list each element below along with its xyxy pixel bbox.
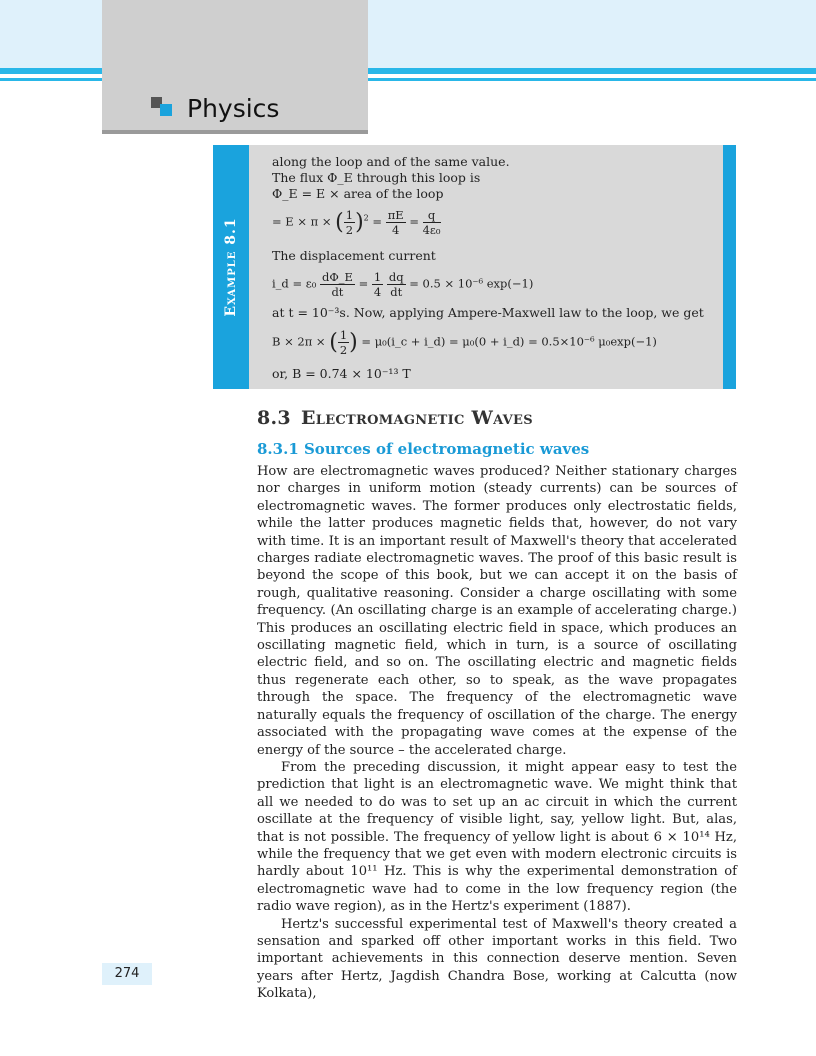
example-text-line: The flux Φ_E through this loop is [272,170,481,185]
fraction [372,270,383,299]
fraction-denominator: 2 [345,223,354,237]
example-text-line: Φ_E = E × area of the loop [272,186,444,201]
example-right-bar [723,145,736,389]
paragraph: Hertz's successful experimental test of Maxwell's theory created a sensation and sparked off other important works in this field. Two important achievements in this connection deserve mention. Seven years after Hertz, Jagdish Chandra Bose, working at Calcutta (now Kolkata), [257,916,737,1002]
section-number: 8.3 [257,407,291,429]
fraction [338,328,349,357]
fraction-denominator: 4ε₀ [422,223,441,237]
fraction [423,208,441,237]
paren-close: ) [355,210,364,235]
fraction-numerator: dΦ_E [321,270,353,284]
equation-term: i_d = ε₀ [272,276,317,291]
paragraph: How are electromagnetic waves produced? Neither stationary charges nor charges in uniform motion (steady currents) can be sources of electromagnetic waves. The former produces only electrostatic fields, while the latter produces magnetic fields that, however, do not vary with time. It is an important result of Maxwell's theory that accelerated charges radiate electromagnetic waves. The proof of this basic result is beyond the scope of this book, but we can accept it on the basis of rough, qualitative reasoning. Consider a charge oscillating with some frequency. (An oscillating charge is an example of accelerating charge.) This produces an oscillating electric field in space, which produces an oscillating magnetic field, which in turn, is a source of oscillating electric field, and so on. The oscillating electric and magnetic fields thus regenerate each other, so to speak, as the wave propagates through the space. The frequency of the electromagnetic wave naturally equals the frequency of oscillation of the charge. The energy associated with the propagating wave comes at the expense of the energy of the source – the accelerated charge. [257,464,737,758]
fraction-numerator: 1 [339,328,348,342]
fraction-numerator: q [423,208,441,223]
paren-close: ) [349,330,358,355]
section-title: Electromagnetic Waves [300,407,533,429]
equation-displacement-current [272,270,533,299]
section-heading [257,407,533,429]
fraction [320,270,355,299]
equation-rhs: = μ₀(i_c + i_d) = μ₀(0 + i_d) = 0.5×10⁻⁶ μ₀exp(−1) [361,334,657,349]
example-text-line: along the loop and of the same value. [272,154,510,169]
subject-title: Physics [187,94,280,123]
equals-sign: = [372,214,383,229]
paren-open: ( [335,210,344,235]
page-number: 274 [114,966,140,981]
subject-title-underline [102,130,368,134]
fraction-numerator: 1 [345,208,354,222]
equals-sign: = [409,214,419,229]
equation-term: B × 2π × [272,334,326,349]
fraction-denominator: 4 [373,285,382,299]
square-bullet-accent-icon [160,104,172,116]
paren-open: ( [329,330,338,355]
paragraph: From the preceding discussion, it might appear easy to test the prediction that light is an electromagnetic wave. We might think that all we needed to do was to set up an ac circuit in which the current oscillate at the frequency of visible light, say, yellow light. But, alas, that is not possible. The frequency of yellow light is about 6 × 10¹⁴ Hz, while the frequency that we get even with modern electronic circuits is hardly about 10¹¹ Hz. This is why the experimental demonstration of electromagnetic wave had to come in the low frequency region (the radio wave region), as in the Hertz's experiment (1887). [257,759,737,915]
fraction-numerator: 1 [373,270,382,284]
fraction-denominator: 2 [339,343,348,357]
fraction [387,270,406,299]
example-text-line: or, B = 0.74 × 10⁻¹³ T [272,366,411,381]
example-text-line: at t = 10⁻³s. Now, applying Ampere-Maxwell law to the loop, we get [272,305,704,320]
example-label: Example 8.1 [223,217,239,317]
example-text-line: The displacement current [272,248,436,263]
fraction-denominator: dt [390,285,403,299]
equation-flux [272,208,441,237]
equation-rhs: = 0.5 × 10⁻⁶ exp(−1) [409,276,534,291]
fraction-numerator: dq [388,270,404,284]
equals-sign: = [358,276,369,291]
exponent: 2 [363,213,369,223]
body-text [257,463,737,1003]
fraction [386,208,406,237]
fraction-denominator: 4 [392,223,400,237]
equation-term: = E × π × [272,214,332,229]
fraction [344,208,355,237]
fraction-denominator: dt [331,285,344,299]
subsection-heading: 8.3.1 Sources of electromagnetic waves [257,440,590,458]
equation-ampere-maxwell [272,328,657,357]
fraction-numerator: πE [387,208,404,222]
